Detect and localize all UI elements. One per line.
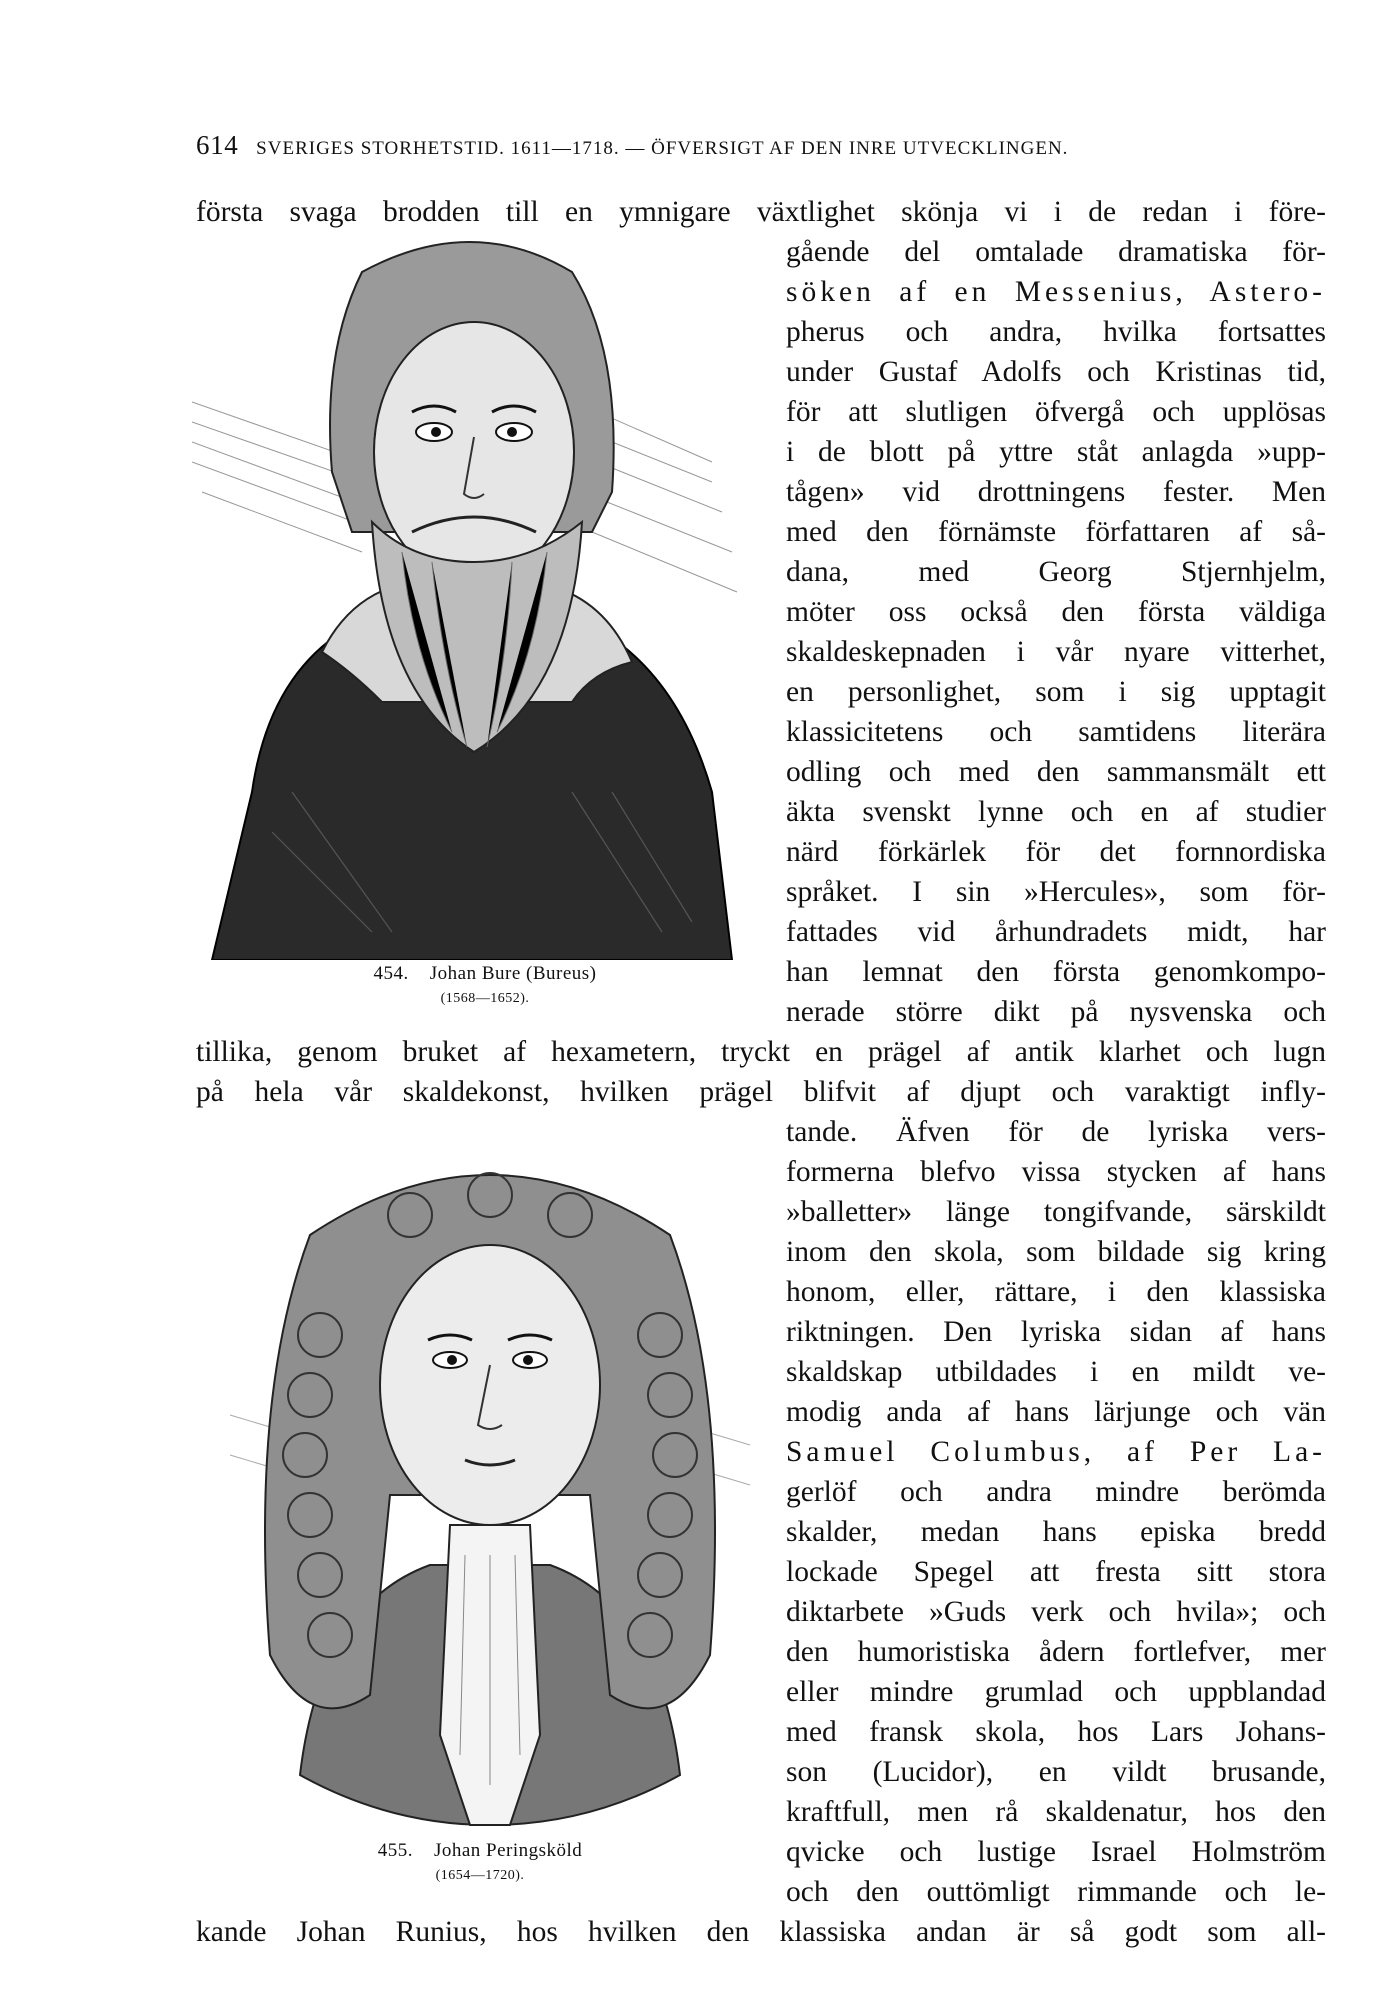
text-line: nerade större dikt på nysvenska och (786, 996, 1326, 1028)
text-line: skalder, medan hans episka bredd (786, 1516, 1326, 1548)
text-line: gående del omtalade dramatiska för- (786, 236, 1326, 268)
text-line: och den outtömligt rimmande och le- (786, 1876, 1326, 1908)
text-line: kande Johan Runius, hos hvilken den klassiska andan är så godt som all- (196, 1916, 1326, 1948)
text-line: under Gustaf Adolfs och Kristinas tid, (786, 356, 1326, 388)
text-line: modig anda af hans lärjunge och vän (786, 1396, 1326, 1428)
text-line: »balletter» länge tongifvande, särskildt (786, 1196, 1326, 1228)
engraving-bearded-man (192, 232, 752, 960)
figure-caption-454 (300, 963, 670, 1007)
text-line: tande. Äfven för de lyriska vers- (786, 1116, 1326, 1148)
text-line: tågen» vid drottningens fester. Men (786, 476, 1326, 508)
text-line: gerlöf och andra mindre berömda (786, 1476, 1326, 1508)
portrait-johan-peringskold (210, 1135, 770, 1835)
text-line: dana, med Georg Stjernhjelm, (786, 556, 1326, 588)
text-line: äkta svenskt lynne och en af studier (786, 796, 1326, 828)
text-line: han lemnat den första genomkompo- (786, 956, 1326, 988)
page-number: 614 (196, 130, 239, 160)
text-line: skaldskap utbildades i en mildt ve- (786, 1356, 1326, 1388)
text-line: riktningen. Den lyriska sidan af hans (786, 1316, 1326, 1348)
text-line: son (Lucidor), en vildt brusande, (786, 1756, 1326, 1788)
running-head (196, 130, 1326, 161)
text-line: pherus och andra, hvilka fortsattes (786, 316, 1326, 348)
text-line: möter oss också den första väldiga (786, 596, 1326, 628)
text-line: qvicke och lustige Israel Holmström (786, 1836, 1326, 1868)
figure-years: (1568—1652). (440, 991, 530, 1006)
engraving-man-in-wig (210, 1135, 770, 1835)
text-line: honom, eller, rättare, i den klassiska (786, 1276, 1326, 1308)
text-line: skaldeskepnaden i vår nyare vitterhet, (786, 636, 1326, 668)
text-line: inom den skola, som bildade sig kring (786, 1236, 1326, 1268)
text-line: fattades vid århundradets midt, har (786, 916, 1326, 948)
text-line: den humoristiska ådern fortlefver, mer (786, 1636, 1326, 1668)
text-line: klassicitetens och samtidens literära (786, 716, 1326, 748)
text-line: Samuel Columbus, af Per La- (786, 1436, 1326, 1468)
figure-name: Johan Bure (Bureus) (429, 963, 597, 984)
text-line: en personlighet, som i sig upptagit (786, 676, 1326, 708)
text-line: formerna blefvo vissa stycken af hans (786, 1156, 1326, 1188)
text-line: med den förnämste författaren af så- (786, 516, 1326, 548)
text-line: söken af en Messenius, Astero- (786, 276, 1326, 308)
figure-number: 455. (377, 1840, 413, 1861)
portrait-johan-bure (192, 232, 752, 960)
text-line: diktarbete »Guds verk och hvila»; och (786, 1596, 1326, 1628)
figure-years: (1654—1720). (435, 1868, 525, 1883)
figure-name: Johan Peringsköld (433, 1840, 583, 1861)
text-line: första svaga brodden till en ymnigare växtlighet skönja vi i de redan i före- (196, 196, 1326, 228)
text-line: språket. I sin »Hercules», som för- (786, 876, 1326, 908)
text-line: kraftfull, men rå skaldenatur, hos den (786, 1796, 1326, 1828)
text-line: med fransk skola, hos Lars Johans- (786, 1716, 1326, 1748)
text-line: tillika, genom bruket af hexametern, tryckt en prägel af antik klarhet och lugn (196, 1036, 1326, 1068)
text-line: i de blott på yttre ståt anlagda »upp- (786, 436, 1326, 468)
text-line: eller mindre grumlad och uppblandad (786, 1676, 1326, 1708)
text-line: lockade Spegel att fresta sitt stora (786, 1556, 1326, 1588)
text-line: för att slutligen öfvergå och upplösas (786, 396, 1326, 428)
running-title: SVERIGES STORHETSTID. 1611—1718. — ÖFVERSIGT AF DEN INRE UTVECKLINGEN. (256, 138, 1069, 159)
text-line: odling och med den sammansmält ett (786, 756, 1326, 788)
figure-caption-455 (310, 1840, 650, 1884)
figure-number: 454. (373, 963, 409, 984)
text-line: på hela vår skaldekonst, hvilken prägel blifvit af djupt och varaktigt infly- (196, 1076, 1326, 1108)
text-line: närd förkärlek för det fornnordiska (786, 836, 1326, 868)
